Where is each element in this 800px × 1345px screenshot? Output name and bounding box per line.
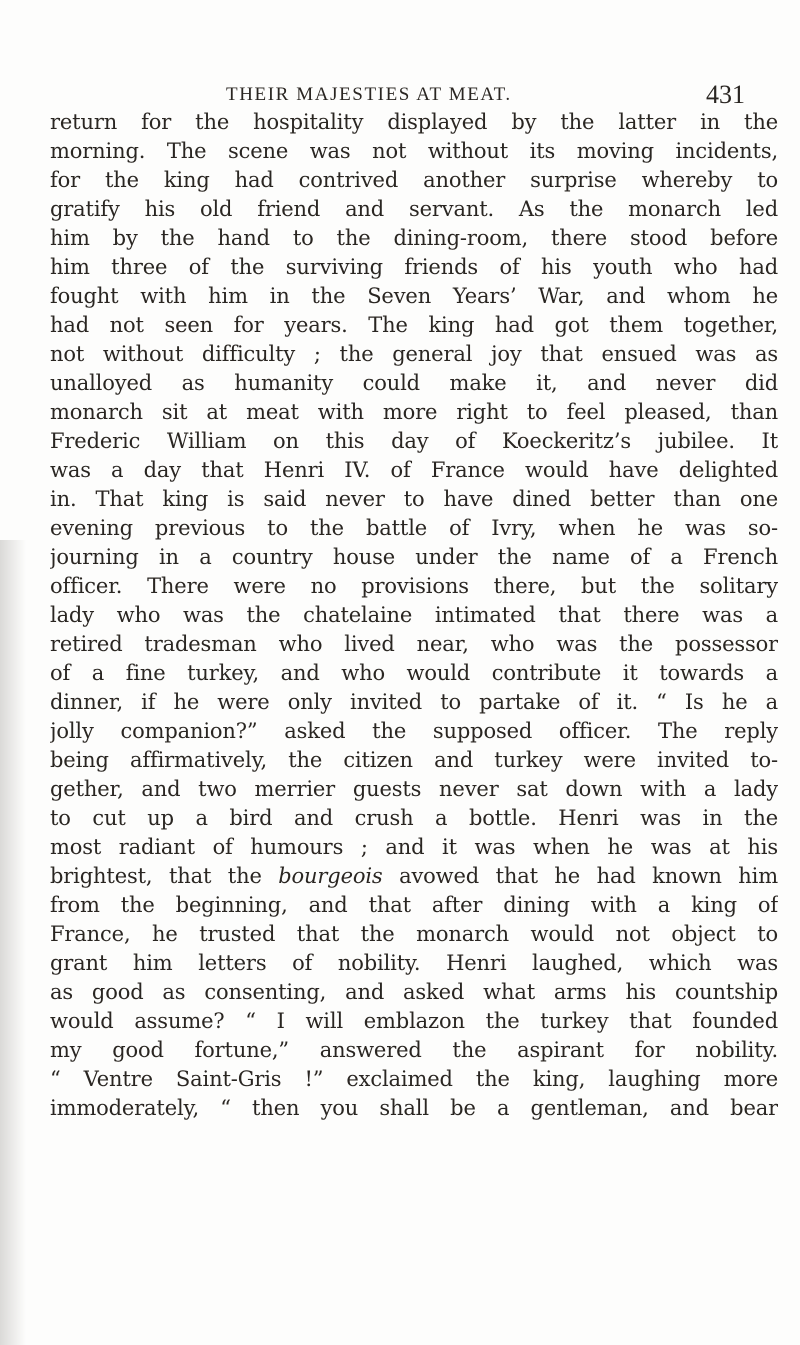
running-title: THEIR MAJESTIES AT MEAT. xyxy=(226,84,512,105)
text-line: Frederic William on this day of Koeckeritz’s jubilee. It xyxy=(50,429,778,453)
text-line-with-italic xyxy=(50,862,778,891)
text-line: from the beginning, and that after dining with a king of xyxy=(50,893,778,917)
text-segment: brightest, that the xyxy=(50,864,279,888)
text-line: of a fine turkey, and who would contribute it towards a xyxy=(50,661,778,685)
text-line: my good fortune,” answered the aspirant for nobility. xyxy=(50,1038,778,1062)
text-line: him by the hand to the dining-room, there stood before xyxy=(50,226,778,250)
text-line: him three of the surviving friends of his youth who had xyxy=(50,255,778,279)
text-line: gether, and two merrier guests never sat down with a lady xyxy=(50,777,778,801)
text-line: return for the hospitality displayed by the latter in the xyxy=(50,110,778,134)
text-segment: avowed that he had known him xyxy=(382,864,778,888)
text-line: had not seen for years. The king had got them together, xyxy=(50,313,778,337)
text-line: gratify his old friend and servant. As the monarch led xyxy=(50,197,778,221)
page-number: 431 xyxy=(706,80,745,109)
text-line: not without difficulty ; the general joy that ensued was as xyxy=(50,342,778,366)
text-line: being affirmatively, the citizen and turkey were invited to- xyxy=(50,748,778,772)
text-line: would assume? “ I will emblazon the turkey that founded xyxy=(50,1009,778,1033)
text-line: fought with him in the Seven Years’ War, and whom he xyxy=(50,284,778,308)
text-line: as good as consenting, and asked what arms his countship xyxy=(50,980,778,1004)
text-line: was a day that Henri IV. of France would have delighted xyxy=(50,458,778,482)
running-head xyxy=(0,80,800,110)
text-line: unalloyed as humanity could make it, and never did xyxy=(50,371,778,395)
text-line: retired tradesman who lived near, who was the possessor xyxy=(50,632,778,656)
binding-gutter-shadow xyxy=(0,540,26,1345)
text-line: evening previous to the battle of Ivry, when he was so- xyxy=(50,516,778,540)
text-line: most radiant of humours ; and it was when he was at his xyxy=(50,835,778,859)
text-line: dinner, if he were only invited to partake of it. “ Is he a xyxy=(50,690,778,714)
text-line: lady who was the chatelaine intimated that there was a xyxy=(50,603,778,627)
text-line: France, he trusted that the monarch would not object to xyxy=(50,922,778,946)
text-line: journing in a country house under the name of a French xyxy=(50,545,778,569)
body-text xyxy=(50,108,778,1123)
text-line: monarch sit at meat with more right to feel pleased, than xyxy=(50,400,778,424)
text-line: jolly companion?” asked the supposed officer. The reply xyxy=(50,719,778,743)
text-line: grant him letters of nobility. Henri laughed, which was xyxy=(50,951,778,975)
text-line: for the king had contrived another surprise whereby to xyxy=(50,168,778,192)
italic-word: bourgeois xyxy=(278,864,383,888)
text-line: morning. The scene was not without its moving incidents, xyxy=(50,139,778,163)
text-line: officer. There were no provisions there, but the solitary xyxy=(50,574,778,598)
text-line: to cut up a bird and crush a bottle. Henri was in the xyxy=(50,806,778,830)
text-line: “ Ventre Saint-Gris !” exclaimed the king, laughing more xyxy=(50,1067,778,1091)
text-line: immoderately, “ then you shall be a gentleman, and bear xyxy=(50,1096,778,1120)
text-line: in. That king is said never to have dined better than one xyxy=(50,487,778,511)
